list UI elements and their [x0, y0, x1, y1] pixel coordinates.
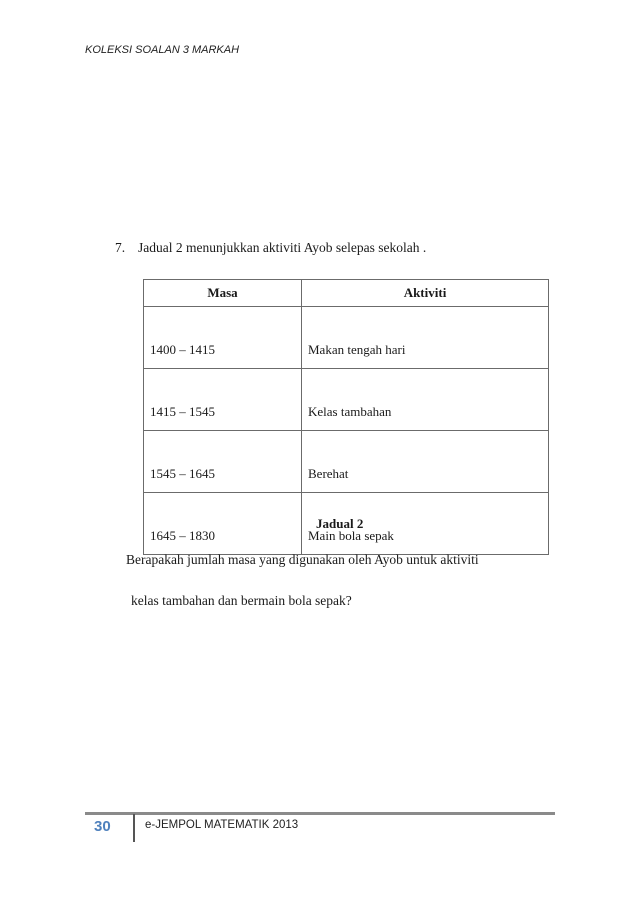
table-row	[144, 431, 549, 493]
cell-aktiviti: Berehat	[302, 431, 549, 493]
cell-masa: 1415 – 1545	[144, 369, 302, 431]
table-caption: Jadual 2	[316, 516, 364, 531]
cell-masa: 1400 – 1415	[144, 307, 302, 369]
question-number: 7.	[115, 240, 126, 255]
cell-aktiviti: Kelas tambahan	[302, 369, 549, 431]
footer-rule	[85, 812, 555, 815]
question-text: Jadual 2 menunjukkan aktiviti Ayob selepas sekolah .	[138, 240, 427, 255]
prompt-line-2: kelas tambahan dan bermain bola sepak?	[131, 593, 352, 608]
page-header-title: KOLEKSI SOALAN 3 MARKAH	[85, 44, 240, 56]
footer-separator	[133, 814, 135, 842]
table-row	[144, 307, 549, 369]
cell-masa: 1645 – 1830	[144, 493, 302, 555]
cell-masa: 1545 – 1645	[144, 431, 302, 493]
footer-page-number: 30	[94, 818, 111, 835]
table-row	[144, 369, 549, 431]
header-aktiviti: Aktiviti	[302, 280, 549, 307]
prompt-line-1: Berapakah jumlah masa yang digunakan oleh Ayob untuk aktiviti	[126, 552, 479, 567]
activity-table	[143, 279, 549, 555]
cell-aktiviti: Makan tengah hari	[302, 307, 549, 369]
footer-text: e-JEMPOL MATEMATIK 2013	[145, 819, 299, 831]
header-masa: Masa	[144, 280, 302, 307]
question-intro	[115, 240, 426, 256]
table-header-row	[144, 280, 549, 307]
cell-aktiviti: Main bola sepak	[302, 493, 549, 555]
